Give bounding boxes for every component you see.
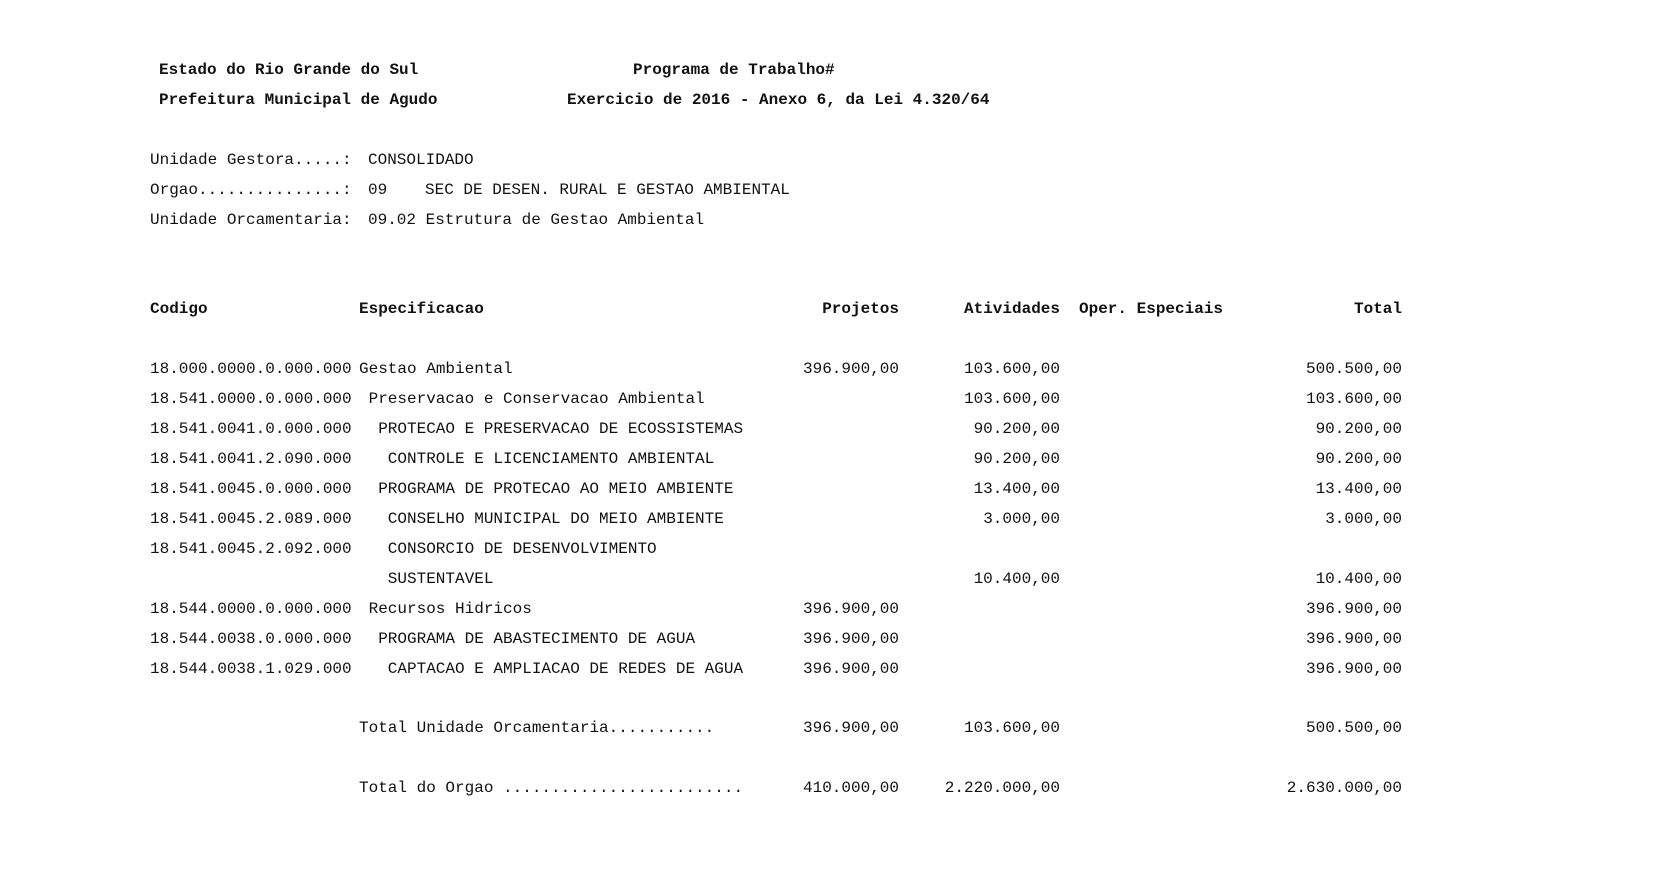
row-code: 18.541.0045.0.000.000 xyxy=(150,480,352,498)
orgao-label: Orgao...............: xyxy=(150,181,352,199)
row-specification: Gestao Ambiental xyxy=(359,360,513,378)
row-atividades: 103.600,00 xyxy=(963,360,1060,378)
row-total: 396.900,00 xyxy=(1305,630,1402,648)
row-atividades: 90.200,00 xyxy=(973,450,1060,468)
gestora-label: Unidade Gestora.....: xyxy=(150,151,352,169)
row-specification: SUSTENTAVEL xyxy=(387,570,494,588)
row-code: 18.544.0000.0.000.000 xyxy=(150,600,352,618)
orgao-name: SEC DE DESEN. RURAL E GESTAO AMBIENTAL xyxy=(425,181,790,199)
total-projetos: 410.000,00 xyxy=(802,779,899,797)
orcamentaria-label: Unidade Orcamentaria: xyxy=(150,211,352,229)
row-total: 90.200,00 xyxy=(1315,420,1402,438)
col-header-oper: Oper. Especiais xyxy=(1079,300,1224,318)
row-total: 3.000,00 xyxy=(1325,510,1402,528)
row-specification: CONSELHO MUNICIPAL DO MEIO AMBIENTE xyxy=(387,510,724,528)
row-atividades: 103.600,00 xyxy=(963,390,1060,408)
row-code: 18.541.0041.2.090.000 xyxy=(150,450,352,468)
header-program-title: Programa de Trabalho# xyxy=(633,61,835,79)
row-projetos: 396.900,00 xyxy=(802,360,899,378)
row-specification: CONTROLE E LICENCIAMENTO AMBIENTAL xyxy=(387,450,715,468)
row-specification: PROTECAO E PRESERVACAO DE ECOSSISTEMAS xyxy=(378,420,744,438)
row-specification: CONSORCIO DE DESENVOLVIMENTO xyxy=(387,540,657,558)
row-projetos: 396.900,00 xyxy=(802,630,899,648)
row-specification: CAPTACAO E AMPLIACAO DE REDES DE AGUA xyxy=(387,660,744,678)
row-atividades: 90.200,00 xyxy=(973,420,1060,438)
row-code: 18.544.0038.0.000.000 xyxy=(150,630,352,648)
row-atividades: 3.000,00 xyxy=(983,510,1060,528)
col-header-projetos: Projetos xyxy=(822,300,899,318)
row-total: 103.600,00 xyxy=(1305,390,1402,408)
total-projetos: 396.900,00 xyxy=(802,719,899,737)
col-header-especificacao: Especificacao xyxy=(359,300,484,318)
row-code: 18.541.0000.0.000.000 xyxy=(150,390,352,408)
gestora-value: CONSOLIDADO xyxy=(368,151,474,169)
col-header-total: Total xyxy=(1353,300,1402,318)
row-code: 18.544.0038.1.029.000 xyxy=(150,660,352,678)
row-total: 500.500,00 xyxy=(1305,360,1402,378)
row-specification: PROGRAMA DE PROTECAO AO MEIO AMBIENTE xyxy=(378,480,734,498)
row-atividades: 13.400,00 xyxy=(973,480,1060,498)
total-atividades: 2.220.000,00 xyxy=(944,779,1060,797)
row-specification: PROGRAMA DE ABASTECIMENTO DE AGUA xyxy=(378,630,696,648)
col-header-codigo: Codigo xyxy=(150,300,208,318)
row-atividades: 10.400,00 xyxy=(973,570,1060,588)
row-projetos: 396.900,00 xyxy=(802,600,899,618)
row-total: 13.400,00 xyxy=(1315,480,1402,498)
row-total: 90.200,00 xyxy=(1315,450,1402,468)
row-specification: Recursos Hidricos xyxy=(368,600,532,618)
col-header-atividades: Atividades xyxy=(963,300,1060,318)
header-state: Estado do Rio Grande do Sul xyxy=(159,61,419,79)
total-total: 2.630.000,00 xyxy=(1286,779,1402,797)
row-projetos: 396.900,00 xyxy=(802,660,899,678)
orcamentaria-value: 09.02 Estrutura de Gestao Ambiental xyxy=(368,211,705,229)
total-label: Total Unidade Orcamentaria........... xyxy=(359,719,715,737)
total-total: 500.500,00 xyxy=(1305,719,1402,737)
orgao-code: 09 xyxy=(368,181,388,199)
header-exercise: Exercicio de 2016 - Anexo 6, da Lei 4.320/64 xyxy=(567,91,990,109)
total-label: Total do Orgao ......................... xyxy=(359,779,744,797)
row-total: 10.400,00 xyxy=(1315,570,1402,588)
row-total: 396.900,00 xyxy=(1305,600,1402,618)
row-total: 396.900,00 xyxy=(1305,660,1402,678)
total-atividades: 103.600,00 xyxy=(963,719,1060,737)
row-code: 18.541.0045.2.089.000 xyxy=(150,510,352,528)
row-code: 18.541.0045.2.092.000 xyxy=(150,540,352,558)
row-code: 18.541.0041.0.000.000 xyxy=(150,420,352,438)
row-code: 18.000.0000.0.000.000 xyxy=(150,360,352,378)
row-specification: Preservacao e Conservacao Ambiental xyxy=(368,390,705,408)
header-municipality: Prefeitura Municipal de Agudo xyxy=(159,91,438,109)
